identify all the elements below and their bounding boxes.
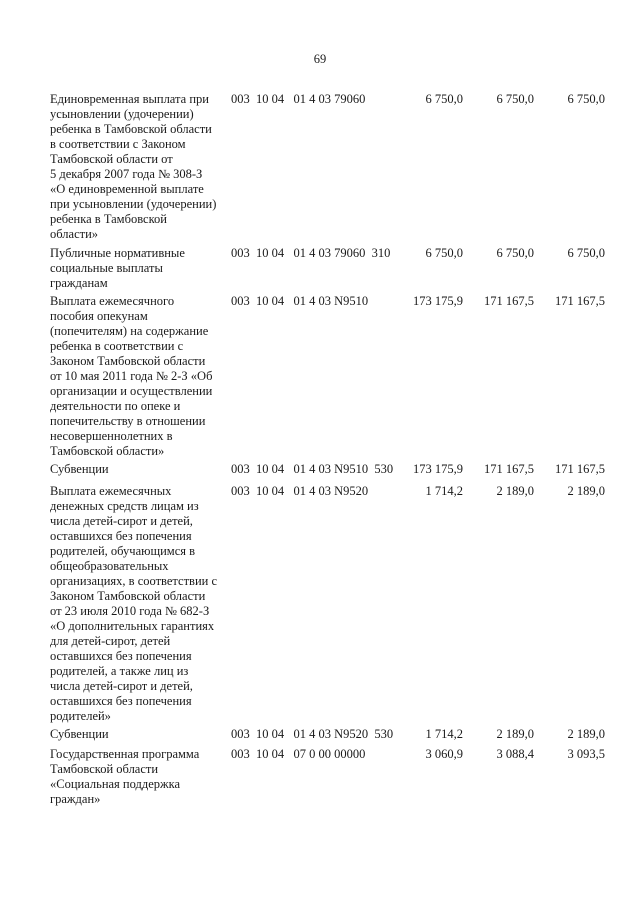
row-value-1: 173 175,9 <box>413 294 463 308</box>
row-value-3: 6 750,0 <box>567 92 605 106</box>
row-code: 003 10 04 01 4 03 79060 310 <box>231 246 391 260</box>
row-value-1: 1 714,2 <box>425 484 463 498</box>
row-value-1: 6 750,0 <box>425 246 463 260</box>
row-value-2: 2 189,0 <box>496 484 534 498</box>
row-name: Субвенции <box>50 727 109 741</box>
row-value-3: 171 167,5 <box>555 294 605 308</box>
row-code: 003 10 04 01 4 03 N9510 <box>231 294 369 308</box>
row-value-2: 171 167,5 <box>484 462 534 476</box>
row-value-3: 3 093,5 <box>567 747 605 761</box>
row-value-1: 173 175,9 <box>413 462 463 476</box>
row-code: 003 10 04 01 4 03 N9510 530 <box>231 462 394 476</box>
row-code: 003 10 04 01 4 03 N9520 530 <box>231 727 394 741</box>
row-value-2: 2 189,0 <box>496 727 534 741</box>
row-value-3: 171 167,5 <box>555 462 605 476</box>
row-name: Субвенции <box>50 462 109 476</box>
row-value-2: 171 167,5 <box>484 294 534 308</box>
page-number: 69 <box>313 52 327 66</box>
row-name: Государственная программа Тамбовской области «Социальная поддержка граждан» <box>50 747 200 806</box>
row-value-3: 6 750,0 <box>567 246 605 260</box>
row-value-1: 1 714,2 <box>425 727 463 741</box>
row-value-2: 3 088,4 <box>496 747 534 761</box>
row-value-2: 6 750,0 <box>496 246 534 260</box>
row-code: 003 10 04 07 0 00 00000 <box>231 747 366 761</box>
row-value-3: 2 189,0 <box>567 727 605 741</box>
row-name: Выплата ежемесячного пособия опекунам (попечителям) на содержание ребенка в соответствии с Законом Тамбовской области от 10 мая 2011 года № 2-З «Об организации и осуществлении деятельности по опеке и попечительству в отношении несовершеннолетних в Тамбовской области» <box>50 294 213 458</box>
row-value-3: 2 189,0 <box>567 484 605 498</box>
row-value-1: 3 060,9 <box>425 747 463 761</box>
row-value-2: 6 750,0 <box>496 92 534 106</box>
row-name: Единовременная выплата при усыновлении (удочерении) ребенка в Тамбовской области в соответствии с Законом Тамбовской области от 5 декабря 2007 года № 308-З «О единовременной выплате при усыновлении (удочерении) ребенка в Тамбовской области» <box>50 92 217 241</box>
row-name: Публичные нормативные социальные выплаты гражданам <box>50 246 185 290</box>
row-code: 003 10 04 01 4 03 N9520 <box>231 484 369 498</box>
row-code: 003 10 04 01 4 03 79060 <box>231 92 366 106</box>
row-name: Выплата ежемесячных денежных средств лицам из числа детей-сирот и детей, оставшихся без попечения родителей, обучающимся в общеобразовательных организациях, в соответствии с Законом Тамбовской области от 23 июля 2010 года № 682-З «О дополнительных гарантиях для детей-сирот, детей оставшихся без попечения родителей, а также лиц из числа детей-сирот и детей, оставшихся без попечения родителей» <box>50 484 217 723</box>
row-value-1: 6 750,0 <box>425 92 463 106</box>
